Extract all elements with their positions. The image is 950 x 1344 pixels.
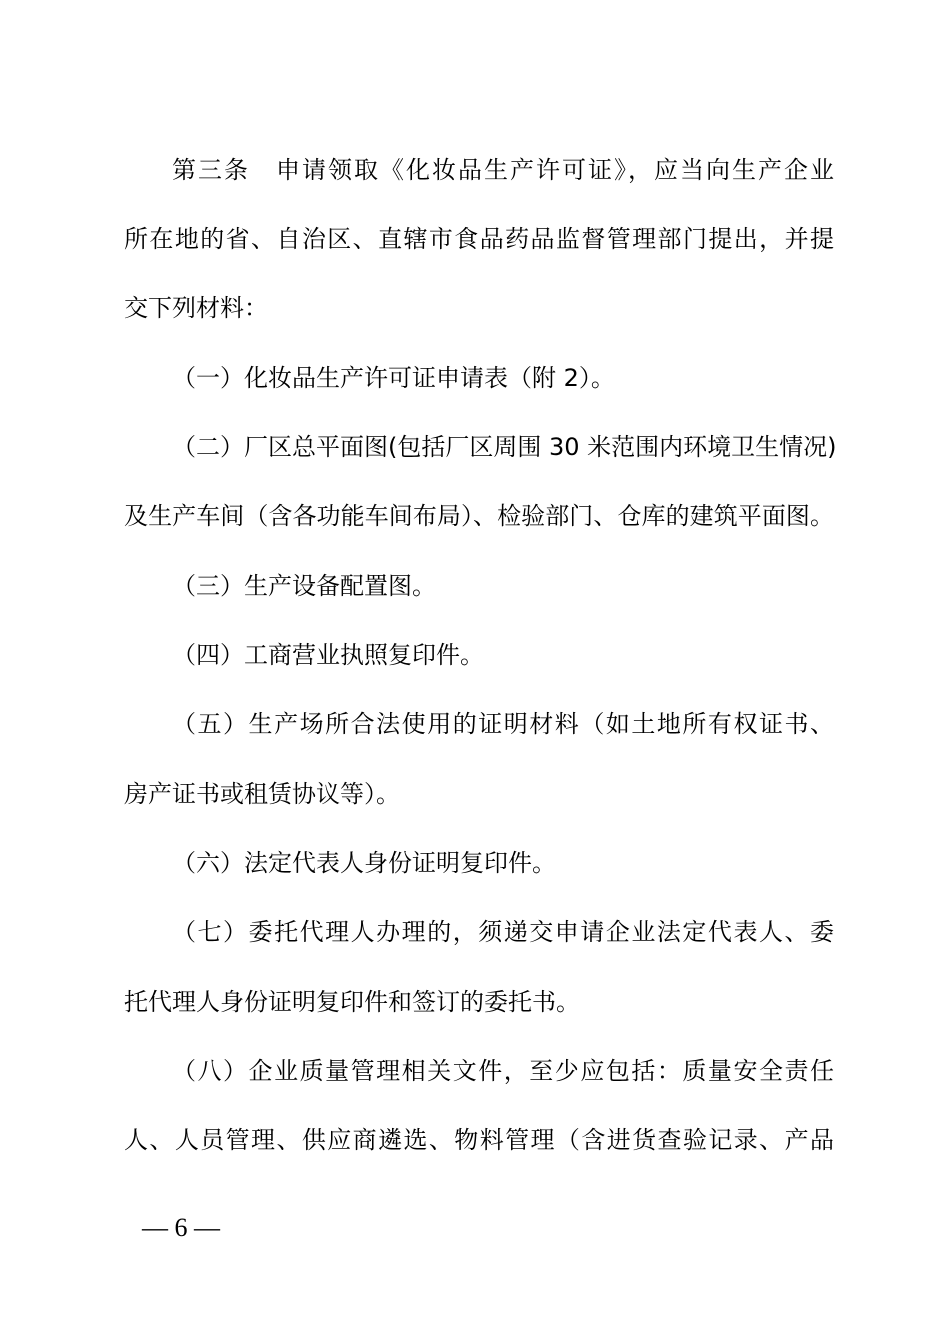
item-4-line: （四）工商营业执照复印件。 xyxy=(172,641,484,669)
article-3-text-line: 交下列材料： xyxy=(124,294,268,322)
item-1-line: （一）化妆品生产许可证申请表（附 2）。 xyxy=(172,364,615,392)
item-2-line: 及生产车间（含各功能车间布局）、检验部门、仓库的建筑平面图。 xyxy=(124,502,834,530)
item-8-line: 人、人员管理、供应商遴选、物料管理（含进货查验记录、产品 xyxy=(124,1126,834,1154)
item-8-line: （八）企业质量管理相关文件，至少应包括：质量安全责任 xyxy=(172,1057,834,1085)
item-6-line: （六）法定代表人身份证明复印件。 xyxy=(172,849,556,877)
article-3-text-line: 所在地的省、自治区、直辖市食品药品监督管理部门提出，并提 xyxy=(124,225,834,253)
article-3-heading-line: 第三条 申请领取《化妆品生产许可证》，应当向生产企业 xyxy=(172,156,834,184)
item-5-line: 房产证书或租赁协议等）。 xyxy=(124,780,400,808)
item-3-line: （三）生产设备配置图。 xyxy=(172,572,436,600)
item-5-line: （五）生产场所合法使用的证明材料（如土地所有权证书、 xyxy=(172,710,834,738)
item-2-line: （二）厂区总平面图(包括厂区周围 30 米范围内环境卫生情况) xyxy=(172,433,837,461)
item-7-line: （七）委托代理人办理的，须递交申请企业法定代表人、委 xyxy=(172,918,834,946)
page-number: — 6 — xyxy=(142,1213,220,1242)
item-7-line: 托代理人身份证明复印件和签订的委托书。 xyxy=(124,988,580,1016)
